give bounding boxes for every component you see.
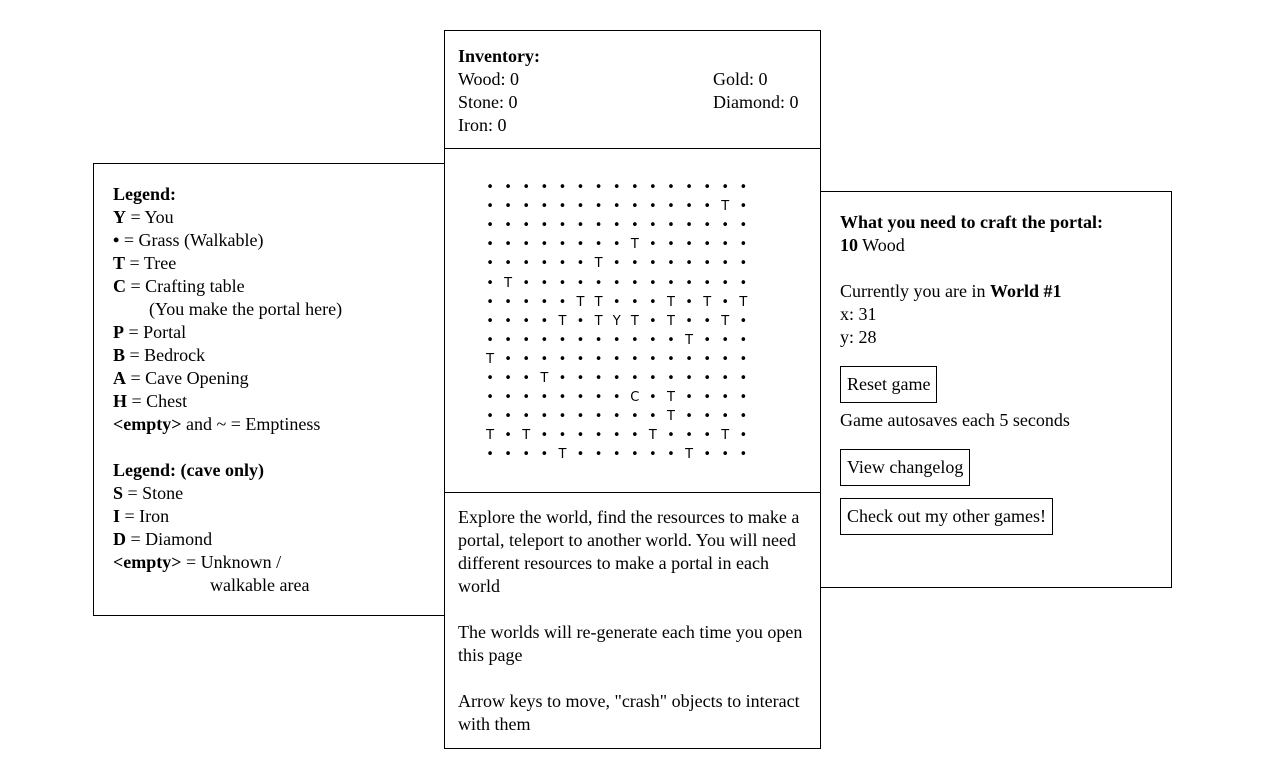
map-cell-grass: • xyxy=(721,218,730,234)
map-cell-grass: • xyxy=(558,332,567,348)
map-cell-grass: • xyxy=(685,256,693,272)
map-cell-tree: T xyxy=(630,313,639,329)
map-cell-player: Y xyxy=(612,313,621,329)
map-cell-grass: • xyxy=(558,351,567,367)
map-cell-grass: • xyxy=(649,180,657,196)
map-cell-grass: • xyxy=(558,409,567,425)
map-cell-grass: • xyxy=(649,447,657,463)
map-cell-grass: • xyxy=(612,428,621,444)
map-cell-grass: • xyxy=(576,390,585,406)
map-cell-grass: • xyxy=(522,409,531,425)
map-cell-grass: • xyxy=(721,332,730,348)
map-cell-grass: • xyxy=(721,351,730,367)
map-cell-grass: • xyxy=(630,294,639,310)
map-cell-grass: • xyxy=(703,256,711,272)
map-cell-grass: • xyxy=(703,180,711,196)
map-cell-grass: • xyxy=(630,370,639,386)
map-cell-grass: • xyxy=(612,332,621,348)
map-cell-grass: • xyxy=(558,370,567,386)
map-cell-tree: T xyxy=(486,351,495,367)
map-cell-grass: • xyxy=(522,332,531,348)
legend-entry-emptiness: <empty> and ~ = Emptiness xyxy=(113,414,321,434)
map-cell-grass: • xyxy=(667,428,675,444)
map-cell-grass: • xyxy=(486,275,494,291)
inventory-panel xyxy=(444,30,821,149)
map-cell-grass: • xyxy=(576,313,585,329)
map-cell-grass: • xyxy=(649,370,657,386)
inventory-stone: Stone: 0 xyxy=(458,92,518,112)
map-cell-grass: • xyxy=(649,332,657,348)
map-cell-grass: • xyxy=(667,180,675,196)
map-cell-grass: • xyxy=(504,313,512,329)
map-cell-grass: • xyxy=(703,390,711,406)
legend-entry-you: Y = You xyxy=(113,207,174,227)
map-cell-grass: • xyxy=(594,218,603,234)
other-games-button[interactable]: Check out my other games! xyxy=(840,498,1053,535)
map-cell-grass: • xyxy=(739,275,748,291)
map-cell-tree: T xyxy=(721,199,730,215)
map-cell-grass: • xyxy=(540,294,549,310)
map-cell-grass: • xyxy=(612,237,621,253)
map-cell-grass: • xyxy=(739,313,748,329)
map-cell-tree: T xyxy=(667,409,675,425)
map-cell-grass: • xyxy=(504,256,512,272)
map-cell-tree: T xyxy=(558,447,567,463)
map-cell-grass: • xyxy=(522,237,531,253)
map-cell-tree: T xyxy=(685,447,694,463)
map-cell-grass: • xyxy=(721,275,730,291)
map-cell-grass: • xyxy=(504,294,512,310)
map-cell-grass: • xyxy=(522,199,531,215)
map-cell-grass: • xyxy=(703,409,711,425)
map-cell-grass: • xyxy=(721,180,730,196)
legend-entry-tree: T = Tree xyxy=(113,253,177,273)
map-cell-grass: • xyxy=(667,370,675,386)
map-cell-grass: • xyxy=(486,199,494,215)
map-cell-grass: • xyxy=(630,256,639,272)
info-paragraph-controls: Arrow keys to move, "crash" objects to interact with them xyxy=(458,691,800,734)
legend-panel xyxy=(93,163,445,616)
map-cell-grass: • xyxy=(721,370,730,386)
map-cell-grass: • xyxy=(558,256,567,272)
map-cell-grass: • xyxy=(649,218,657,234)
map-cell-grass: • xyxy=(540,332,549,348)
map-cell-grass: • xyxy=(576,256,585,272)
map-cell-grass: • xyxy=(685,237,693,253)
legend-crafting-note: (You make the portal here) xyxy=(149,299,343,319)
map-cell-tree: T xyxy=(721,428,730,444)
map-cell-grass: • xyxy=(576,370,585,386)
map-cell-grass: • xyxy=(576,447,585,463)
map-cell-tree: T xyxy=(576,294,585,310)
map-cell-grass: • xyxy=(486,180,494,196)
cave-legend-entry-stone: S = Stone xyxy=(113,483,184,503)
map-cell-grass: • xyxy=(540,428,549,444)
map-cell-tree: T xyxy=(648,428,657,444)
map-cell-grass: • xyxy=(594,428,603,444)
map-cell-grass: • xyxy=(612,256,621,272)
current-world: Currently you are in World #1 xyxy=(840,281,1062,301)
map-cell-grass: • xyxy=(558,390,567,406)
map-cell-grass: • xyxy=(739,447,748,463)
map-cell-grass: • xyxy=(486,409,494,425)
map-cell-grass: • xyxy=(486,370,494,386)
map-cell-grass: • xyxy=(522,370,531,386)
map-cell-grass: • xyxy=(685,294,693,310)
map-cell-grass: • xyxy=(522,256,531,272)
map-cell-grass: • xyxy=(486,332,494,348)
map-cell-grass: • xyxy=(576,409,585,425)
map-cell-grass: • xyxy=(649,275,657,291)
map-cell-grass: • xyxy=(558,180,567,196)
map-cell-grass: • xyxy=(540,237,549,253)
map-cell-grass: • xyxy=(703,428,711,444)
map-cell-grass: • xyxy=(504,332,512,348)
map-cell-grass: • xyxy=(486,218,494,234)
map-cell-grass: • xyxy=(685,428,693,444)
map-cell-grass: • xyxy=(685,180,693,196)
map-cell-grass: • xyxy=(504,390,512,406)
map-cell-grass: • xyxy=(522,351,531,367)
map-cell-grass: • xyxy=(685,390,693,406)
map-cell-grass: • xyxy=(594,275,603,291)
map-cell-grass: • xyxy=(612,409,621,425)
map-cell-grass: • xyxy=(540,218,549,234)
map-cell-grass: • xyxy=(630,428,639,444)
map-cell-grass: • xyxy=(594,180,603,196)
map-cell-grass: • xyxy=(649,409,657,425)
map-cell-grass: • xyxy=(630,409,639,425)
legend-entry-grass: • = Grass (Walkable) xyxy=(113,230,264,250)
map-cell-grass: • xyxy=(721,256,730,272)
map-cell-grass: • xyxy=(522,294,531,310)
map-cell-grass: • xyxy=(486,390,494,406)
map-cell-grass: • xyxy=(630,332,639,348)
craft-panel xyxy=(820,191,1172,588)
map-cell-grass: • xyxy=(685,313,693,329)
map-cell-grass: • xyxy=(540,390,549,406)
map-cell-grass: • xyxy=(703,370,711,386)
map-cell-grass: • xyxy=(703,237,711,253)
map-cell-grass: • xyxy=(558,237,567,253)
map-cell-grass: • xyxy=(540,256,549,272)
map-cell-grass: • xyxy=(576,199,585,215)
map-cell-grass: • xyxy=(612,370,621,386)
inventory-gold: Gold: 0 xyxy=(713,69,768,89)
map-cell-grass: • xyxy=(685,370,693,386)
map-cell-grass: • xyxy=(739,237,748,253)
map-cell-grass: • xyxy=(739,199,748,215)
map-cell-grass: • xyxy=(504,370,512,386)
world-map-grid[interactable] xyxy=(481,178,752,464)
map-cell-tree: T xyxy=(685,332,694,348)
inventory-right-column xyxy=(713,68,807,137)
map-cell-grass: • xyxy=(739,332,748,348)
map-cell-grass: • xyxy=(486,313,494,329)
map-cell-grass: • xyxy=(739,180,748,196)
map-cell-grass: • xyxy=(667,351,675,367)
info-paragraph-explore: Explore the world, find the resources to make a portal, teleport to another world. You will need different resources to make a portal in each world xyxy=(458,507,800,596)
map-cell-tree: T xyxy=(721,313,730,329)
map-cell-grass: • xyxy=(721,237,730,253)
map-cell-grass: • xyxy=(703,447,711,463)
map-cell-grass: • xyxy=(612,390,621,406)
map-cell-grass: • xyxy=(612,218,621,234)
map-cell-grass: • xyxy=(649,294,657,310)
map-cell-grass: • xyxy=(558,428,567,444)
map-cell-tree: T xyxy=(594,294,603,310)
autosave-note: Game autosaves each 5 seconds xyxy=(840,410,1070,430)
map-cell-grass: • xyxy=(576,275,585,291)
map-cell-tree: T xyxy=(504,275,513,291)
map-cell-grass: • xyxy=(576,351,585,367)
map-cell-grass: • xyxy=(667,447,675,463)
map-cell-grass: • xyxy=(504,199,512,215)
map-cell-tree: T xyxy=(703,294,712,310)
legend-title: Legend: xyxy=(113,184,176,204)
map-cell-grass: • xyxy=(594,351,603,367)
map-cell-grass: • xyxy=(721,447,730,463)
map-cell-grass: • xyxy=(739,351,748,367)
map-cell-grass: • xyxy=(630,351,639,367)
map-cell-grass: • xyxy=(630,199,639,215)
map-cell-grass: • xyxy=(667,237,675,253)
map-cell-grass: • xyxy=(649,199,657,215)
map-cell-tree: T xyxy=(558,313,567,329)
map-cell-crafting-table: C xyxy=(630,390,640,406)
map-cell-grass: • xyxy=(667,275,675,291)
map-cell-grass: • xyxy=(649,390,657,406)
map-cell-tree: T xyxy=(594,256,603,272)
map-cell-grass: • xyxy=(594,332,603,348)
map-cell-grass: • xyxy=(594,370,603,386)
map-cell-grass: • xyxy=(739,390,748,406)
cave-legend-title: Legend: (cave only) xyxy=(113,460,264,480)
map-cell-grass: • xyxy=(594,447,603,463)
map-cell-grass: • xyxy=(486,256,494,272)
map-cell-grass: • xyxy=(703,275,711,291)
map-cell-grass: • xyxy=(612,351,621,367)
map-cell-grass: • xyxy=(630,275,639,291)
map-cell-grass: • xyxy=(522,180,531,196)
map-cell-grass: • xyxy=(540,351,549,367)
map-cell-grass: • xyxy=(504,237,512,253)
map-cell-tree: T xyxy=(667,390,675,406)
map-cell-grass: • xyxy=(522,313,531,329)
map-cell-grass: • xyxy=(576,218,585,234)
map-cell-grass: • xyxy=(649,313,657,329)
inventory-left-column xyxy=(458,68,713,137)
map-cell-grass: • xyxy=(522,218,531,234)
craft-requirement: 10 Wood xyxy=(840,235,905,255)
map-cell-grass: • xyxy=(685,218,693,234)
map-cell-tree: T xyxy=(594,313,603,329)
map-cell-tree: T xyxy=(667,294,675,310)
map-cell-grass: • xyxy=(612,275,621,291)
map-panel[interactable] xyxy=(444,148,821,493)
map-cell-grass: • xyxy=(667,218,675,234)
map-cell-grass: • xyxy=(739,370,748,386)
map-cell-grass: • xyxy=(576,428,585,444)
map-cell-grass: • xyxy=(540,180,549,196)
map-cell-grass: • xyxy=(594,390,603,406)
map-cell-grass: • xyxy=(667,199,675,215)
map-cell-grass: • xyxy=(685,409,693,425)
map-cell-grass: • xyxy=(522,390,531,406)
map-cell-grass: • xyxy=(721,409,730,425)
map-cell-grass: • xyxy=(504,351,512,367)
map-cell-grass: • xyxy=(739,428,748,444)
cave-legend-entry-iron: I = Iron xyxy=(113,506,170,526)
map-cell-grass: • xyxy=(685,351,693,367)
legend-entry-portal: P = Portal xyxy=(113,322,187,342)
map-cell-grass: • xyxy=(630,180,639,196)
map-cell-tree: T xyxy=(486,428,495,444)
inventory-iron: Iron: 0 xyxy=(458,115,507,135)
map-cell-grass: • xyxy=(504,218,512,234)
map-cell-grass: • xyxy=(703,218,711,234)
map-cell-grass: • xyxy=(685,199,693,215)
map-cell-grass: • xyxy=(630,447,639,463)
map-cell-grass: • xyxy=(504,180,512,196)
legend-entry-crafting-table: C = Crafting table xyxy=(113,276,245,296)
info-panel xyxy=(444,492,821,749)
map-cell-grass: • xyxy=(612,447,621,463)
map-cell-grass: • xyxy=(486,294,494,310)
map-cell-grass: • xyxy=(721,390,730,406)
map-cell-grass: • xyxy=(649,351,657,367)
map-cell-grass: • xyxy=(558,275,567,291)
map-cell-grass: • xyxy=(594,237,603,253)
legend-entry-bedrock: B = Bedrock xyxy=(113,345,206,365)
map-cell-grass: • xyxy=(703,332,711,348)
craft-title: What you need to craft the portal: xyxy=(840,212,1103,232)
map-cell-tree: T xyxy=(522,428,531,444)
map-cell-grass: • xyxy=(558,218,567,234)
map-cell-grass: • xyxy=(739,256,748,272)
map-cell-grass: • xyxy=(540,409,549,425)
cave-legend-entry-unknown: <empty> = Unknown / xyxy=(113,552,282,572)
inventory-diamond: Diamond: 0 xyxy=(713,92,799,112)
map-cell-grass: • xyxy=(504,447,512,463)
map-cell-grass: • xyxy=(486,237,494,253)
map-cell-grass: • xyxy=(667,332,675,348)
map-cell-tree: T xyxy=(540,370,549,386)
map-cell-grass: • xyxy=(576,332,585,348)
map-cell-tree: T xyxy=(630,237,639,253)
map-cell-grass: • xyxy=(504,409,512,425)
map-cell-grass: • xyxy=(540,199,549,215)
map-cell-grass: • xyxy=(540,313,549,329)
map-cell-grass: • xyxy=(630,218,639,234)
map-cell-grass: • xyxy=(612,199,621,215)
map-cell-grass: • xyxy=(504,428,512,444)
inventory-title: Inventory: xyxy=(458,46,540,66)
map-cell-grass: • xyxy=(522,275,531,291)
map-cell-tree: T xyxy=(667,313,675,329)
map-cell-grass: • xyxy=(486,447,494,463)
reset-game-button[interactable]: Reset game xyxy=(840,366,937,403)
player-x-coordinate: x: 31 xyxy=(840,304,877,324)
cave-legend-entry-diamond: D = Diamond xyxy=(113,529,213,549)
map-cell-grass: • xyxy=(576,237,585,253)
map-cell-grass: • xyxy=(703,313,711,329)
map-cell-grass: • xyxy=(685,275,693,291)
map-cell-grass: • xyxy=(703,199,711,215)
map-cell-grass: • xyxy=(667,256,675,272)
map-cell-grass: • xyxy=(703,351,711,367)
map-cell-grass: • xyxy=(612,294,621,310)
map-cell-grass: • xyxy=(739,218,748,234)
map-cell-grass: • xyxy=(649,256,657,272)
map-cell-grass: • xyxy=(522,447,531,463)
legend-entry-chest: H = Chest xyxy=(113,391,188,411)
map-cell-grass: • xyxy=(540,447,549,463)
map-cell-grass: • xyxy=(558,294,567,310)
map-cell-grass: • xyxy=(649,237,657,253)
inventory-wood: Wood: 0 xyxy=(458,69,520,89)
player-y-coordinate: y: 28 xyxy=(840,327,877,347)
map-cell-grass: • xyxy=(612,180,621,196)
legend-entry-cave-opening: A = Cave Opening xyxy=(113,368,249,388)
view-changelog-button[interactable]: View changelog xyxy=(840,449,970,486)
map-cell-grass: • xyxy=(558,199,567,215)
info-paragraph-regenerate: The worlds will re-generate each time you open this page xyxy=(458,622,803,665)
map-cell-grass: • xyxy=(540,275,549,291)
map-cell-tree: T xyxy=(739,294,748,310)
map-cell-grass: • xyxy=(739,409,748,425)
cave-legend-unknown-note: walkable area xyxy=(210,575,310,595)
map-cell-grass: • xyxy=(576,180,585,196)
map-cell-grass: • xyxy=(594,199,603,215)
map-cell-grass: • xyxy=(594,409,603,425)
map-cell-grass: • xyxy=(721,294,730,310)
